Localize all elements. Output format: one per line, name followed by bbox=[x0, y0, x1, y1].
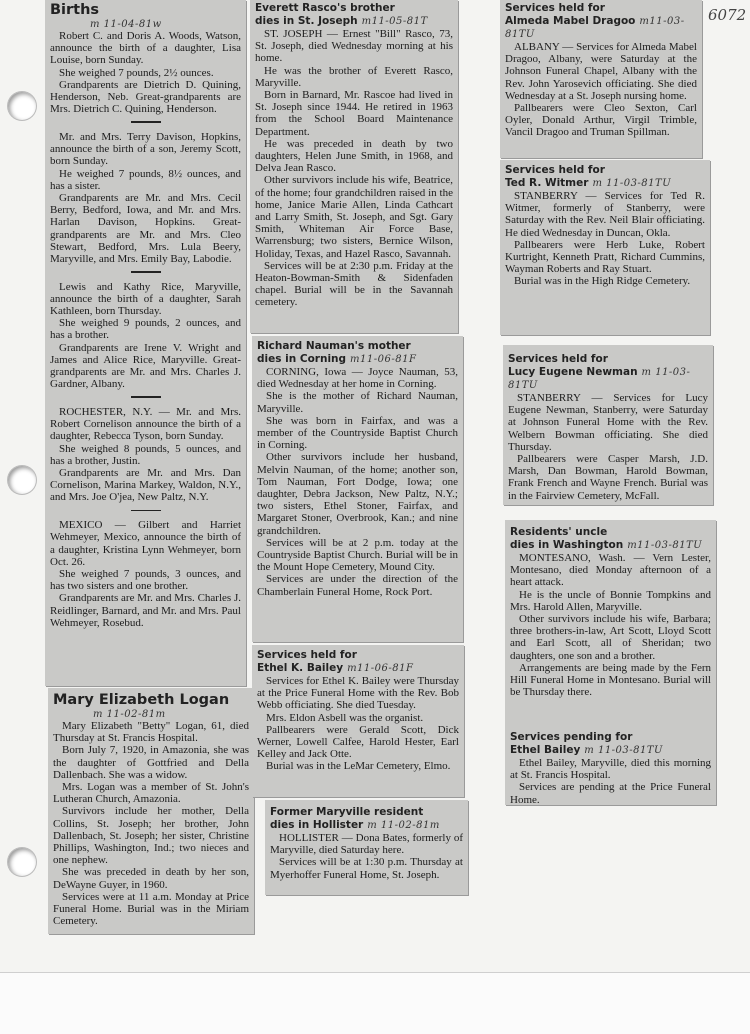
article-paragraph: Grandparents are Mr. and Mrs. Dan Cornelison, Marina Markey, Waldon, N.Y., and Mrs. Joe O'jea, New Paltz, N.Y. bbox=[50, 467, 241, 504]
heading-text: Former Maryville resident bbox=[270, 806, 424, 818]
heading-text: Services held for bbox=[505, 164, 605, 176]
clipping-heading bbox=[50, 2, 241, 19]
article-paragraph: Services are pending at the Price Funeral Home. bbox=[510, 781, 711, 805]
page-number: 6072 bbox=[708, 6, 747, 24]
article-paragraph: Pallbearers were Gerald Scott, Dick Werner, Lowell Calfee, Harold Hester, Earl Kelley and Jack Otte. bbox=[257, 723, 459, 761]
article-paragraph: He was the brother of Everett Rasco, Maryville. bbox=[255, 64, 453, 89]
article-paragraph: He is the uncle of Bonnie Tompkins and Mrs. Harold Allen, Maryville. bbox=[510, 588, 711, 613]
clipping-bailey bbox=[252, 645, 464, 797]
clipping-dragoo bbox=[500, 0, 702, 158]
article-paragraph: Survivors include her mother, Della Collins, St. Joseph; her brother, John Dallenbach, St. Joseph; her sister, Christine Phillips, Washington, Ind.; two nieces and one nephew. bbox=[53, 805, 249, 867]
article-paragraph: Born July 7, 1920, in Amazonia, she was the daughter of Gottfried and Della Dallenbach. She was a widow. bbox=[53, 744, 249, 781]
article-paragraph: Mrs. Eldon Asbell was the organist. bbox=[266, 711, 424, 724]
heading-text: Richard Nauman's mother bbox=[257, 340, 411, 352]
binder-hole bbox=[8, 466, 36, 494]
article-paragraph: She weighed 7 pounds, 3 ounces, and has two sisters and one brother. bbox=[50, 567, 241, 593]
clipping-heading bbox=[508, 366, 708, 392]
clipping-heading bbox=[505, 164, 705, 177]
heading-text: dies in St. Joseph bbox=[255, 15, 358, 27]
clipping-heading bbox=[505, 15, 697, 41]
article-paragraph: Services will be at 2 p.m. today at the Countryside Baptist Church. Burial will be in the Mount Hope Cemetery, Mound City. bbox=[257, 536, 458, 574]
article-paragraph: Services for Ethel K. Bailey were Thursday at the Price Funeral Home with the Rev. Bob Webb officiating. She died Tuesday. bbox=[257, 675, 459, 712]
article-paragraph: Mr. and Mrs. Terry Davison, Hopkins, announce the birth of a son, Jeremy Scott, born Sunday. bbox=[50, 130, 241, 168]
clipping-heading bbox=[510, 744, 711, 757]
clipping-rasco bbox=[250, 0, 458, 333]
article-paragraph: She is the mother of Richard Nauman, Maryville. bbox=[257, 390, 458, 415]
article-paragraph: Services will be at 1:30 p.m. Thursday at Myerhoffer Funeral Home, St. Joseph. bbox=[270, 856, 463, 881]
article-paragraph: He was preceded in death by two daughters, Helen June Smith, in 1968, and Delva Jean Rasco. bbox=[255, 137, 453, 175]
article-paragraph: Services were at 11 a.m. Monday at Price Funeral Home. Burial was in the Miriam Cemetery. bbox=[53, 890, 249, 928]
article-paragraph: Robert C. and Doris A. Woods, Watson, announce the birth of a daughter, Lisa Louise, born Sunday. bbox=[50, 30, 241, 67]
section-divider bbox=[131, 271, 161, 273]
article-paragraph: Arrangements are being made by the Fern Hill Funeral Home in Montesano. Burial will be Thursday there. bbox=[510, 661, 711, 699]
clipping-heading bbox=[505, 177, 705, 190]
heading-text: dies in Corning bbox=[257, 353, 347, 365]
heading-text: dies in Washington bbox=[510, 539, 624, 551]
handwritten-date-note: m 11-02-81m bbox=[93, 709, 166, 720]
clipping-nauman bbox=[252, 336, 463, 642]
article-paragraph: CORNING, Iowa — Joyce Nauman, 53, died Wednesday at her home in Corning. bbox=[257, 366, 458, 391]
clipping-heading bbox=[257, 649, 459, 662]
clipping-hollister bbox=[265, 800, 468, 895]
article-paragraph: Burial was in the High Ridge Cemetery. bbox=[514, 275, 691, 288]
section-divider bbox=[131, 510, 161, 512]
clipping-logan bbox=[48, 688, 254, 934]
clipping-heading bbox=[257, 353, 458, 366]
heading-text: Mary Elizabeth Logan bbox=[53, 692, 230, 708]
clipping-heading bbox=[508, 353, 708, 366]
article-paragraph: She weighed 9 pounds, 2 ounces, and has a brother. bbox=[50, 317, 241, 342]
section-divider bbox=[131, 396, 161, 398]
clipping-heading bbox=[257, 662, 459, 675]
clipping-lester bbox=[505, 520, 716, 727]
clipping-ethelpending bbox=[505, 727, 716, 805]
heading-text: Ethel K. Bailey bbox=[257, 662, 344, 674]
heading-text: Services held for bbox=[505, 2, 605, 14]
clipping-heading bbox=[53, 692, 249, 709]
heading-text: Services held for bbox=[508, 353, 608, 365]
article-paragraph: STANBERRY — Services for Ted R. Witmer, formerly of Stanberry, were Saturday with the Rev. Neil Blair officiating. He died Wednesday in Duncan, Okla. bbox=[505, 190, 705, 239]
handwritten-date-note: m11-03-81TU bbox=[627, 540, 703, 551]
handwritten-date-note: m11-06-81F bbox=[350, 354, 417, 365]
clipping-heading bbox=[255, 2, 453, 15]
article-paragraph: Burial was in the LeMar Cemetery, Elmo. bbox=[266, 760, 451, 773]
article-paragraph: Lewis and Kathy Rice, Maryville, announce the birth of a daughter, Sarah Kathleen, born Thursday. bbox=[50, 280, 241, 318]
article-paragraph: Mary Elizabeth "Betty" Logan, 61, died Thursday at St. Francis Hospital. bbox=[53, 720, 249, 745]
article-paragraph: She weighed 8 pounds, 5 ounces, and has a brother, Justin. bbox=[50, 442, 241, 467]
clipping-heading bbox=[505, 2, 697, 15]
handwritten-date-note: m11-03-81TU bbox=[505, 16, 685, 40]
article-paragraph: Grandparents are Irene V. Wright and James and Alice Rice, Maryville. Great-grandparents are Mr. and Mrs. Charles J. Gardner, Albany. bbox=[50, 341, 241, 391]
article-paragraph: He weighed 7 pounds, 8½ ounces, and has a sister. bbox=[50, 167, 241, 192]
article-paragraph: ST. JOSEPH — Ernest "Bill" Rasco, 73, St. Joseph, died Wednesday morning at his home. bbox=[255, 28, 453, 65]
heading-text: Services held for bbox=[257, 649, 357, 661]
clipping-heading bbox=[510, 526, 711, 539]
article-paragraph: Ethel Bailey, Maryville, died this morning at St. Francis Hospital. bbox=[510, 757, 711, 782]
article-paragraph: STANBERRY — Services for Lucy Eugene Newman, Stanberry, were Saturday at Johnson Funeral Home with the Rev. Welbern Bowman officiating. She died Thursday. bbox=[508, 392, 708, 453]
binder-hole bbox=[8, 848, 36, 876]
handwritten-date-note: m 11-02-81m bbox=[367, 820, 440, 831]
article-paragraph: Pallbearers were Herb Luke, Robert Kurtright, Kenneth Pratt, Richard Cummins, Wayman Roberts and Ray Stuart. bbox=[505, 238, 705, 276]
article-paragraph: Grandparents are Dietrich D. Quining, Henderson, Neb. Great-grandparents are Mrs. Dietrich C. Quining, Henderson. bbox=[50, 78, 241, 116]
article-paragraph: ALBANY — Services for Almeda Mabel Dragoo, Albany, were Saturday at the Johnson Funeral Chapel, Albany with the Rev. John Yarosevich officiating. She died Wednesday at a St. Joseph nursing home. bbox=[505, 41, 697, 102]
heading-text: Everett Rasco's brother bbox=[255, 2, 395, 14]
article-paragraph: MEXICO — Gilbert and Harriet Wehmeyer, Mexico, announce the birth of a daughter, Kristina Lynn Wehmeyer, born Oct. 26. bbox=[50, 519, 241, 568]
heading-text: Lucy Eugene Newman bbox=[508, 366, 638, 378]
article-paragraph: Mrs. Logan was a member of St. John's Lutheran Church, Amazonia. bbox=[53, 781, 249, 806]
clipping-newman bbox=[503, 345, 713, 505]
binder-hole bbox=[8, 92, 36, 120]
handwritten-date-note: m11-06-81F bbox=[347, 663, 414, 674]
clipping-heading bbox=[270, 806, 463, 819]
clipping-witmer bbox=[500, 160, 710, 335]
handwritten-date-note: m11-05-81T bbox=[361, 16, 428, 27]
article-paragraph: Other survivors include his wife, Barbara; three brothers-in-law, Art Scott, Lloyd Scott and Earl Scott, all of Sheridan; two daughters, one son and a brother. bbox=[510, 613, 711, 662]
clipping-heading bbox=[257, 340, 458, 353]
article-paragraph: Other survivors include his wife, Beatrice, of the home; four grandchildren raised in the home, Janice Marie Allen, Linda Cathcart and Larry Smith, St. Joseph, and Sgt. Gary Smith, Whiteman Air Force Base, Warrensburg; two sisters, Bernice Wilson, Holiday, Texas, and Hazel Rasco, Savannah. bbox=[255, 174, 453, 260]
clipping-heading bbox=[255, 15, 453, 28]
heading-text: Ted R. Witmer bbox=[505, 177, 589, 189]
article-paragraph: ROCHESTER, N.Y. — Mr. and Mrs. Robert Cornelison announce the birth of a daughter, Rebecca Tyson, born Sunday. bbox=[50, 405, 241, 443]
article-paragraph: MONTESANO, Wash. — Vern Lester, Montesano, died Monday afternoon of a heart attack. bbox=[510, 552, 711, 589]
article-paragraph: Pallbearers were Casper Marsh, J.D. Marsh, Dan Bowman, Harold Bowman, Frank French and Wayne French. Burial was in the Fairview Cemetery, McFall. bbox=[508, 453, 708, 502]
article-paragraph: Grandparents are Mr. and Mrs. Charles J. Reidlinger, Barnard, and Mr. and Mrs. Paul Wehmeyer, Rosebud. bbox=[50, 592, 241, 629]
article-paragraph: Services will be at 2:30 p.m. Friday at the Heaton-Bowman-Smith & Sidenfaden chapel. Burial will be in the Savannah cemetery. bbox=[255, 259, 453, 309]
article-paragraph: Born in Barnard, Mr. Rascoe had lived in St. Joseph since 1944. He retired in 1963 from the School Board Maintenance Department. bbox=[255, 89, 453, 138]
clipping-heading bbox=[510, 539, 711, 552]
article-paragraph: She was preceded in death by her son, DeWayne Guyer, in 1960. bbox=[53, 866, 249, 891]
article-paragraph: HOLLISTER — Dona Bates, formerly of Maryville, died Saturday here. bbox=[270, 832, 463, 857]
handwritten-date-note: m 11-03-81TU bbox=[592, 178, 672, 189]
heading-text: Ethel Bailey bbox=[510, 744, 581, 756]
handwritten-date-note: m 11-03-81TU bbox=[508, 367, 691, 391]
clipping-heading bbox=[510, 731, 711, 744]
section-divider bbox=[131, 121, 161, 123]
article-paragraph: Services are under the direction of the Chamberlain Funeral Home, Rock Port. bbox=[257, 573, 458, 598]
clipping-births bbox=[45, 0, 246, 686]
article-paragraph: Other survivors include her husband, Melvin Nauman, of the home; another son, Tom Nauman, Fort Dodge, Iowa; one daughter, Debra Jackson, New Paltz, N.Y.; two sisters, Ethel Stoner, Fairfax, and Margaret Stoner, Overbrook, Kan.; and nine grandchildren. bbox=[257, 451, 458, 537]
heading-text: Residents' uncle bbox=[510, 526, 608, 538]
heading-text: Almeda Mabel Dragoo bbox=[505, 15, 636, 27]
heading-text: dies in Hollister bbox=[270, 819, 364, 831]
article-paragraph: She was born in Fairfax, and was a member of the Countryside Baptist Church in Corning. bbox=[257, 414, 458, 452]
handwritten-date-note: m 11-03-81TU bbox=[584, 745, 663, 756]
page-bottom-margin bbox=[0, 972, 750, 1034]
clipping-heading bbox=[270, 819, 463, 832]
heading-text: Services pending for bbox=[510, 731, 633, 743]
article-paragraph: She weighed 7 pounds, 2½ ounces. bbox=[59, 66, 214, 79]
article-paragraph: Grandparents are Mr. and Mrs. Cecil Berry, Bedford, Iowa, and Mr. and Mrs. Harlan Davison, Hopkins. Great-grandparents are Mr. and Mrs. Cleo Stewart, Bedford, Mrs. Lula Beery, Maryville, and Mrs. Emily Bay, Labodie. bbox=[50, 191, 241, 265]
handwritten-date-note: m 11-04-81w bbox=[90, 19, 162, 30]
article-paragraph: Pallbearers were Cleo Sexton, Carl Oyler, Donald Arthur, Virgil Trimble, Vancil Dragoo and Truman Spillman. bbox=[505, 102, 697, 139]
heading-text: Births bbox=[50, 2, 100, 18]
